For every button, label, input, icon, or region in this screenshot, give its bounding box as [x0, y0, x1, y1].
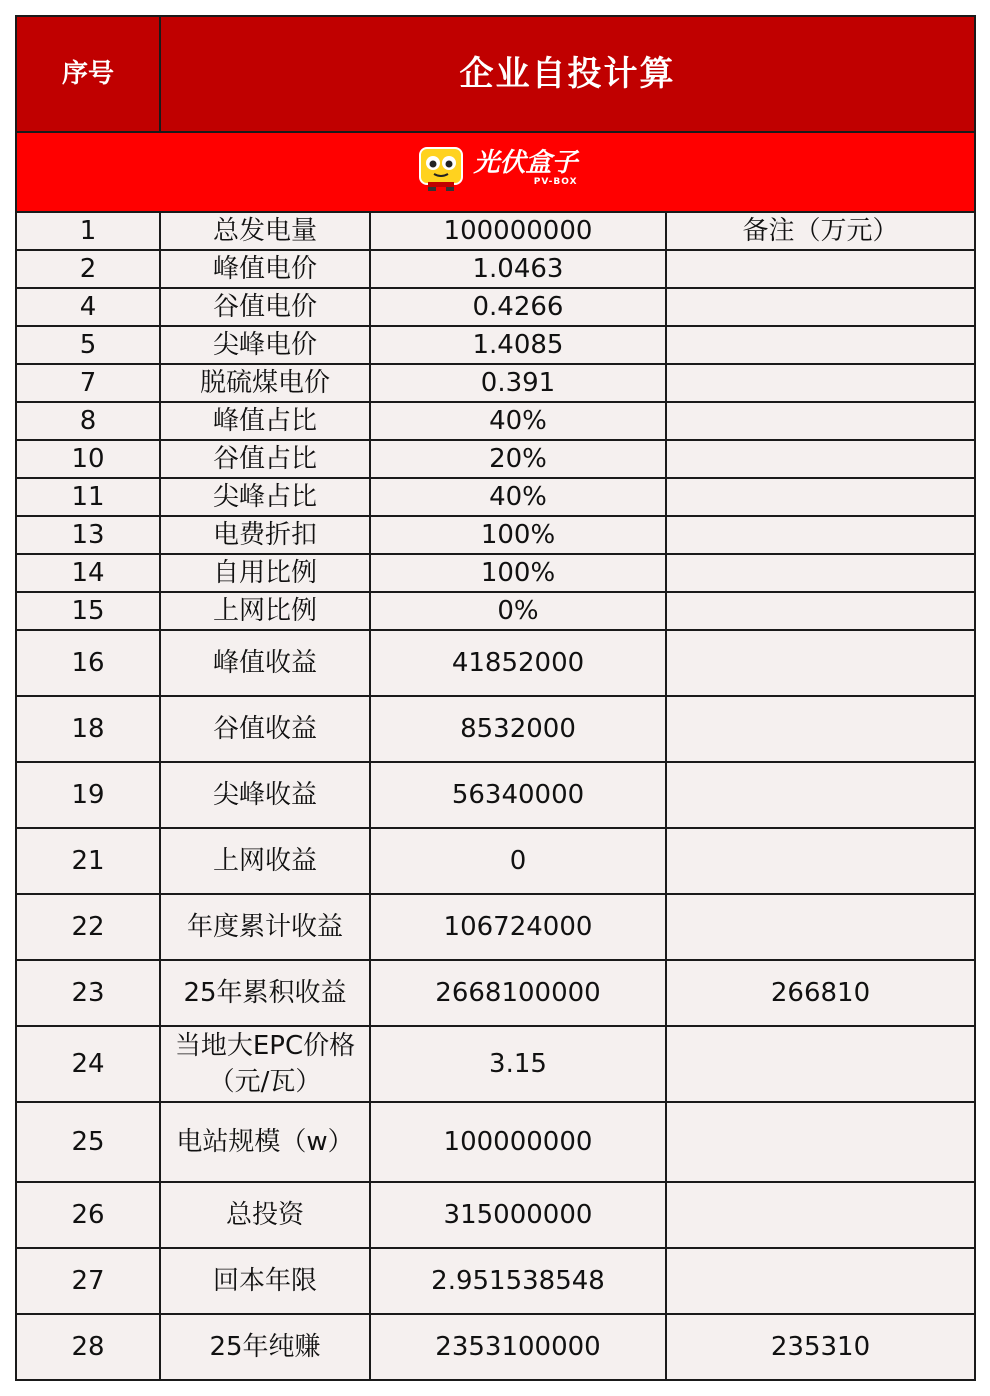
item-cell: 总投资	[160, 1182, 370, 1248]
seq-cell: 22	[16, 894, 160, 960]
pv-box-logo	[414, 145, 578, 193]
seq-cell: 28	[16, 1314, 160, 1380]
table-row	[16, 762, 975, 828]
table-row	[16, 1314, 975, 1380]
table-row	[16, 326, 975, 364]
seq-cell: 8	[16, 402, 160, 440]
note-cell	[666, 478, 975, 516]
seq-cell: 21	[16, 828, 160, 894]
seq-cell: 1	[16, 212, 160, 250]
calculation-table	[15, 15, 976, 1381]
seq-cell: 11	[16, 478, 160, 516]
seq-cell: 13	[16, 516, 160, 554]
table-row	[16, 828, 975, 894]
note-cell	[666, 554, 975, 592]
value-cell: 100000000	[370, 212, 666, 250]
seq-cell: 4	[16, 288, 160, 326]
note-cell	[666, 1026, 975, 1102]
seq-cell: 27	[16, 1248, 160, 1314]
note-cell	[666, 364, 975, 402]
item-cell: 峰值电价	[160, 250, 370, 288]
item-cell: 尖峰占比	[160, 478, 370, 516]
seq-cell: 26	[16, 1182, 160, 1248]
value-cell: 41852000	[370, 630, 666, 696]
item-cell: 自用比例	[160, 554, 370, 592]
note-cell	[666, 592, 975, 630]
seq-cell: 14	[16, 554, 160, 592]
seq-cell: 18	[16, 696, 160, 762]
banner-row	[16, 132, 975, 212]
item-cell: 电费折扣	[160, 516, 370, 554]
seq-cell: 25	[16, 1102, 160, 1182]
note-cell	[666, 516, 975, 554]
value-cell: 100%	[370, 516, 666, 554]
table-row	[16, 250, 975, 288]
note-cell: 备注（万元）	[666, 212, 975, 250]
value-cell: 0%	[370, 592, 666, 630]
table-row	[16, 592, 975, 630]
seq-cell: 10	[16, 440, 160, 478]
table-row	[16, 960, 975, 1026]
table-row	[16, 554, 975, 592]
note-cell	[666, 440, 975, 478]
table-row	[16, 478, 975, 516]
value-cell: 0.4266	[370, 288, 666, 326]
note-cell	[666, 630, 975, 696]
item-cell: 脱硫煤电价	[160, 364, 370, 402]
item-cell: 尖峰收益	[160, 762, 370, 828]
table-row	[16, 1102, 975, 1182]
table-row	[16, 1026, 975, 1102]
note-cell	[666, 1102, 975, 1182]
value-cell: 1.0463	[370, 250, 666, 288]
note-cell	[666, 1182, 975, 1248]
value-cell: 8532000	[370, 696, 666, 762]
item-cell: 上网比例	[160, 592, 370, 630]
value-cell: 56340000	[370, 762, 666, 828]
item-cell: 当地大EPC价格（元/瓦）	[160, 1026, 370, 1102]
item-cell: 谷值占比	[160, 440, 370, 478]
note-cell	[666, 326, 975, 364]
table-row	[16, 402, 975, 440]
value-cell: 20%	[370, 440, 666, 478]
item-cell: 年度累计收益	[160, 894, 370, 960]
value-cell: 100000000	[370, 1102, 666, 1182]
note-cell: 266810	[666, 960, 975, 1026]
seq-cell: 16	[16, 630, 160, 696]
item-cell: 25年累积收益	[160, 960, 370, 1026]
header-row	[16, 16, 975, 132]
value-cell: 3.15	[370, 1026, 666, 1102]
note-cell	[666, 402, 975, 440]
item-cell: 峰值占比	[160, 402, 370, 440]
note-cell: 235310	[666, 1314, 975, 1380]
value-cell: 0.391	[370, 364, 666, 402]
item-cell: 总发电量	[160, 212, 370, 250]
value-cell: 100%	[370, 554, 666, 592]
table-row	[16, 212, 975, 250]
item-cell: 峰值收益	[160, 630, 370, 696]
table-row	[16, 894, 975, 960]
value-cell: 2668100000	[370, 960, 666, 1026]
table-row	[16, 1182, 975, 1248]
note-cell	[666, 762, 975, 828]
seq-cell: 23	[16, 960, 160, 1026]
value-cell: 0	[370, 828, 666, 894]
table-row	[16, 288, 975, 326]
value-cell: 40%	[370, 402, 666, 440]
note-cell	[666, 696, 975, 762]
box-mascot-icon	[414, 145, 468, 193]
note-cell	[666, 894, 975, 960]
value-cell: 40%	[370, 478, 666, 516]
note-cell	[666, 828, 975, 894]
banner-cell	[16, 132, 975, 212]
seq-cell: 2	[16, 250, 160, 288]
value-cell: 2.951538548	[370, 1248, 666, 1314]
item-cell: 电站规模（w）	[160, 1102, 370, 1182]
seq-header: 序号	[16, 16, 160, 132]
table-row	[16, 696, 975, 762]
note-cell	[666, 1248, 975, 1314]
item-cell: 25年纯赚	[160, 1314, 370, 1380]
table-row	[16, 516, 975, 554]
table-row	[16, 364, 975, 402]
seq-cell: 15	[16, 592, 160, 630]
value-cell: 1.4085	[370, 326, 666, 364]
seq-cell: 7	[16, 364, 160, 402]
table-row	[16, 440, 975, 478]
value-cell: 2353100000	[370, 1314, 666, 1380]
logo-english-text: PV-BOX	[533, 177, 578, 187]
value-cell: 106724000	[370, 894, 666, 960]
item-cell: 上网收益	[160, 828, 370, 894]
seq-cell: 5	[16, 326, 160, 364]
item-cell: 回本年限	[160, 1248, 370, 1314]
item-cell: 尖峰电价	[160, 326, 370, 364]
item-cell: 谷值收益	[160, 696, 370, 762]
value-cell: 315000000	[370, 1182, 666, 1248]
note-cell	[666, 250, 975, 288]
item-cell: 谷值电价	[160, 288, 370, 326]
logo-chinese-text: 光伏盒子	[473, 148, 578, 178]
table-title: 企业自投计算	[160, 16, 975, 132]
table-row	[16, 1248, 975, 1314]
note-cell	[666, 288, 975, 326]
seq-cell: 19	[16, 762, 160, 828]
table-row	[16, 630, 975, 696]
seq-cell: 24	[16, 1026, 160, 1102]
